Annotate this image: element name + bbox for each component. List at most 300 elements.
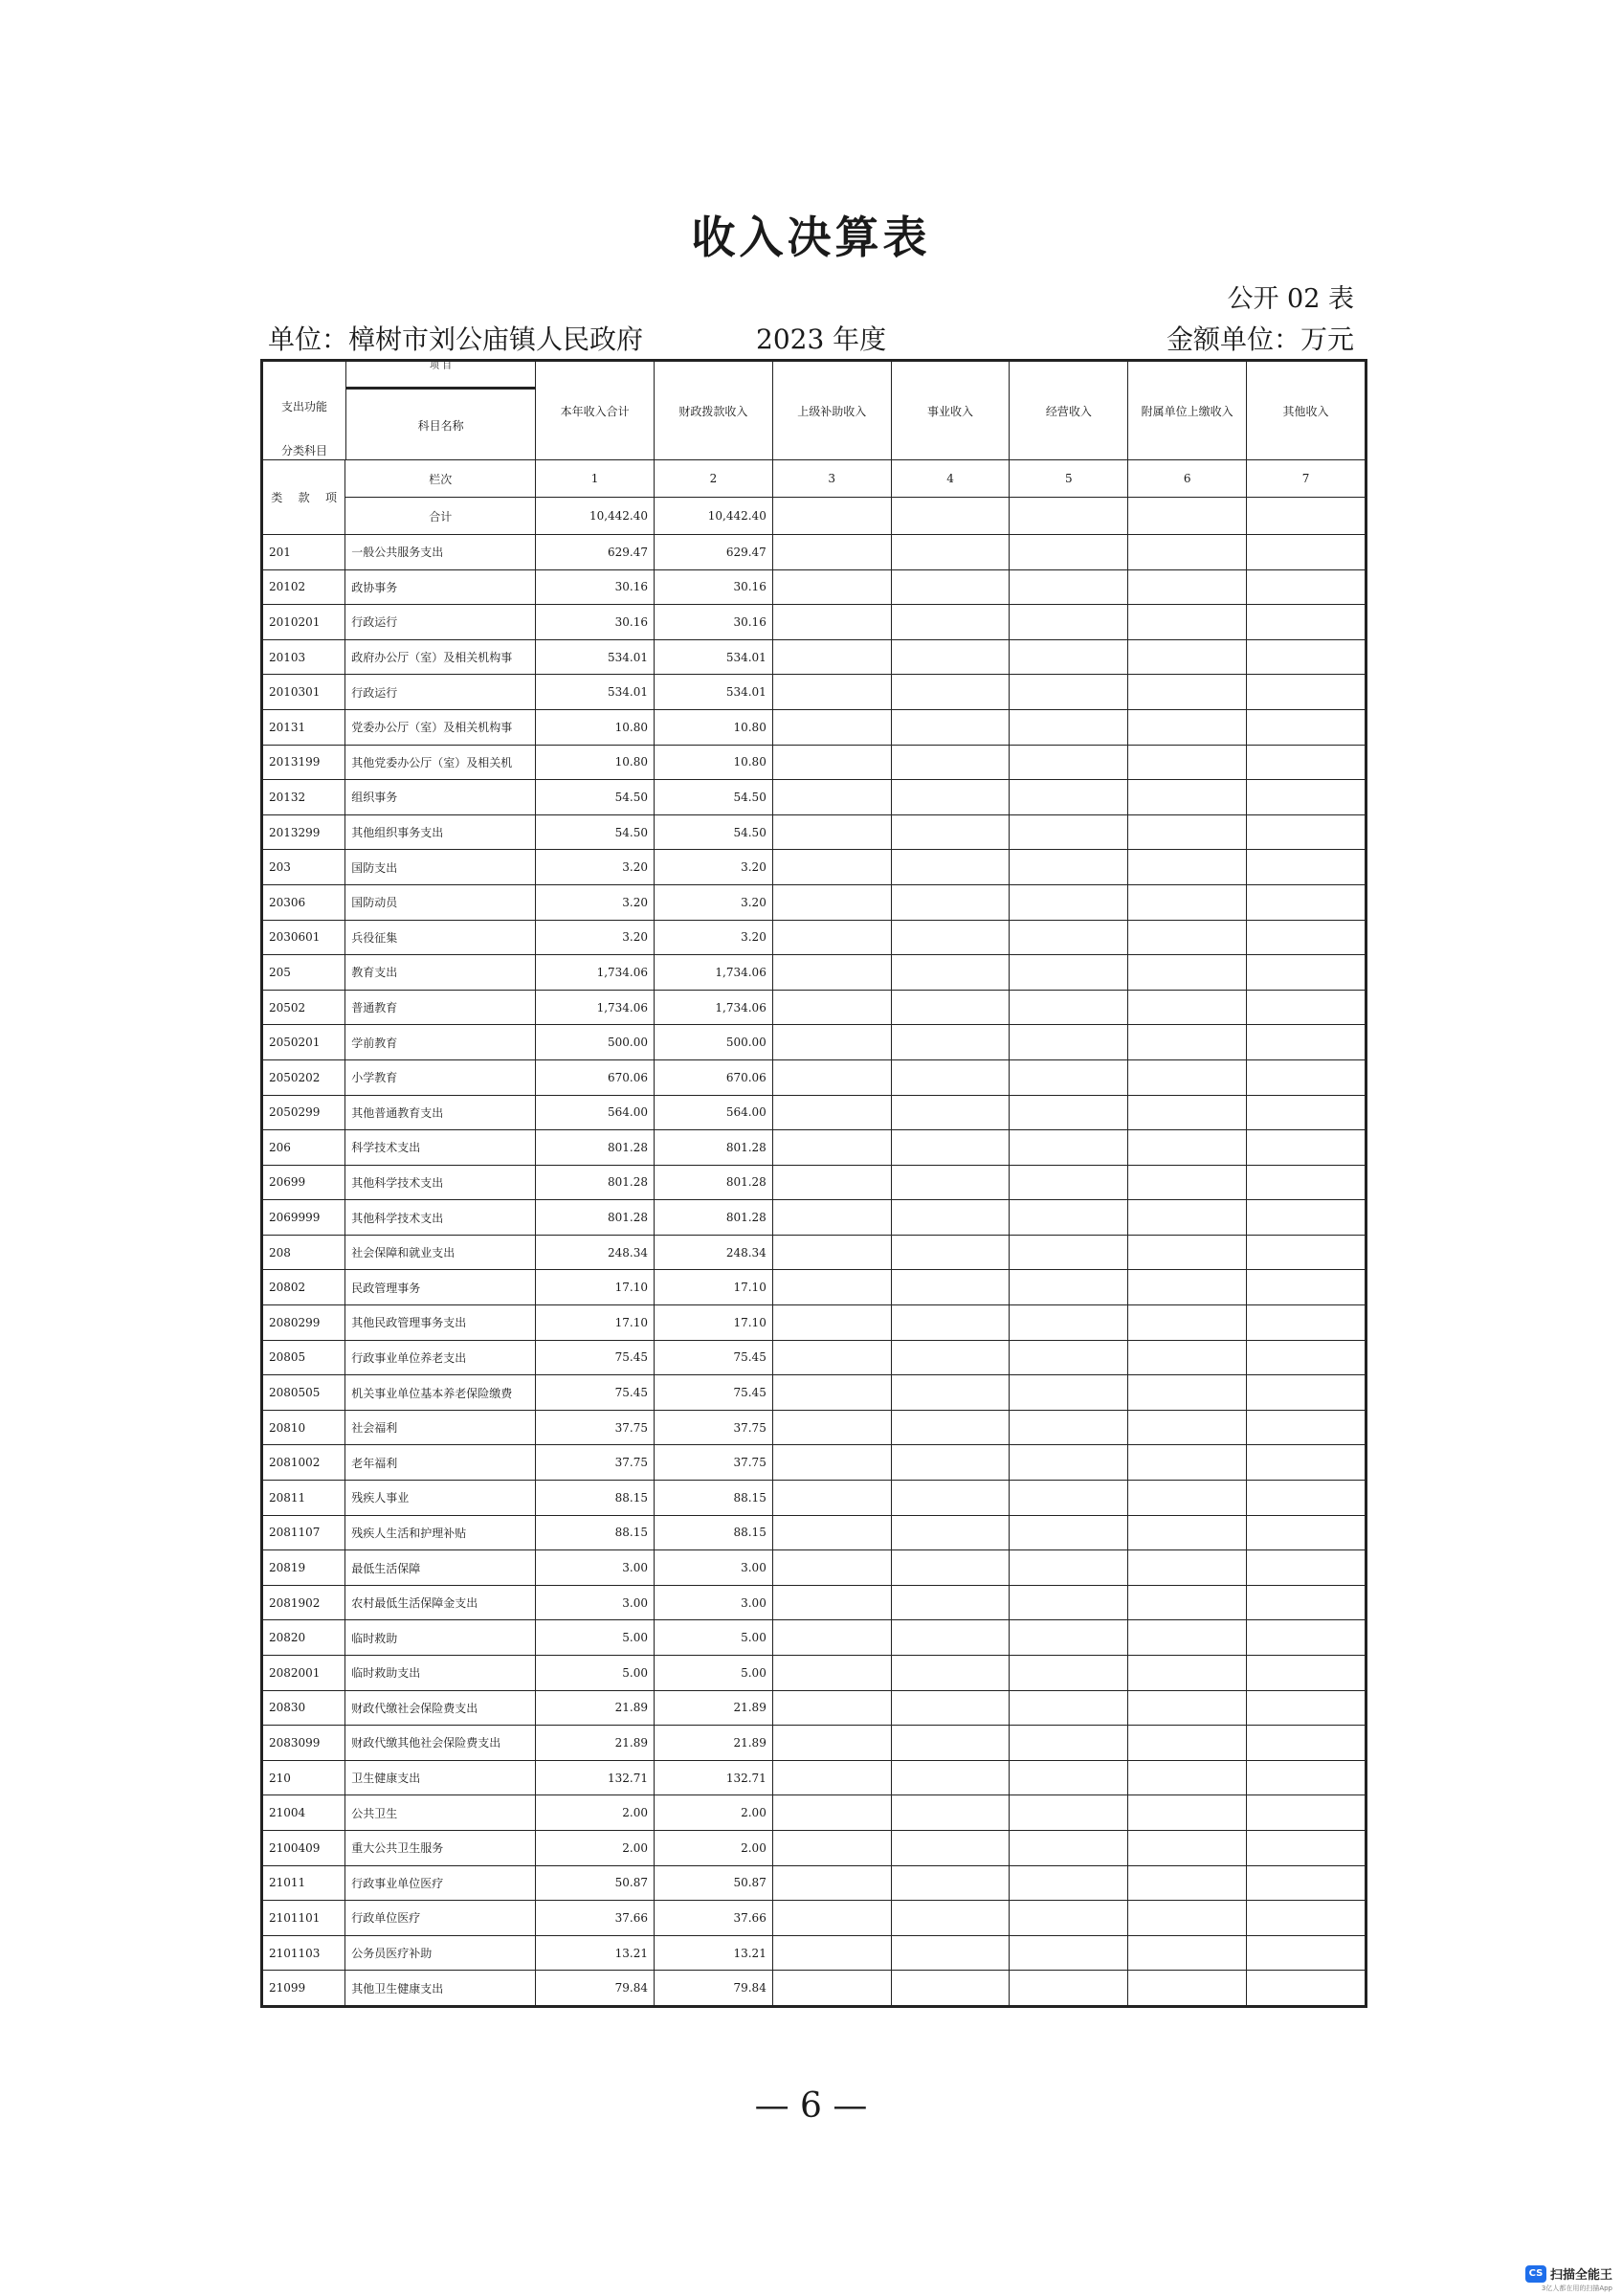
row-code: 2050202 — [262, 1059, 345, 1095]
row-empty-cell — [1010, 1130, 1128, 1166]
row-empty-cell — [772, 1726, 891, 1761]
row-empty-cell — [1128, 1971, 1247, 2007]
row-value-total: 629.47 — [536, 535, 655, 570]
row-empty-cell — [1010, 1550, 1128, 1586]
row-name: 重大公共卫生服务 — [345, 1830, 536, 1865]
row-value-fiscal: 21.89 — [655, 1726, 773, 1761]
row-code: 2082001 — [262, 1656, 345, 1691]
row-value-total: 500.00 — [536, 1025, 655, 1060]
row-value-total: 75.45 — [536, 1340, 655, 1375]
row-empty-cell — [772, 639, 891, 675]
year-label: 2023 年度 — [756, 323, 887, 355]
row-empty-cell — [1010, 1235, 1128, 1270]
row-empty-cell — [772, 1585, 891, 1620]
col-header-4: 事业收入 — [891, 361, 1010, 460]
row-value-total: 3.20 — [536, 920, 655, 955]
row-code: 20131 — [262, 709, 345, 745]
row-code: 2013299 — [262, 814, 345, 850]
row-empty-cell — [772, 920, 891, 955]
row-empty-cell — [772, 569, 891, 605]
row-value-total: 5.00 — [536, 1656, 655, 1691]
project-label: 项 目 — [346, 361, 535, 390]
row-code: 20820 — [262, 1620, 345, 1656]
row-value-total: 88.15 — [536, 1481, 655, 1516]
row-code: 21004 — [262, 1795, 345, 1831]
row-empty-cell — [1128, 1200, 1247, 1236]
row-value-fiscal: 3.20 — [655, 850, 773, 885]
row-empty-cell — [1247, 1901, 1366, 1936]
row-value-fiscal: 88.15 — [655, 1515, 773, 1550]
row-code: 201 — [262, 535, 345, 570]
lanci-num-3: 3 — [772, 460, 891, 498]
row-value-fiscal: 534.01 — [655, 639, 773, 675]
row-empty-cell — [891, 1726, 1010, 1761]
row-name: 行政运行 — [345, 675, 536, 710]
row-empty-cell — [1247, 1130, 1366, 1166]
row-value-fiscal: 50.87 — [655, 1865, 773, 1901]
row-value-total: 21.89 — [536, 1726, 655, 1761]
row-empty-cell — [891, 850, 1010, 885]
row-empty-cell — [1010, 780, 1128, 815]
row-empty-cell — [891, 1585, 1010, 1620]
row-code: 20102 — [262, 569, 345, 605]
row-empty-cell — [772, 955, 891, 991]
row-code: 203 — [262, 850, 345, 885]
row-value-fiscal: 17.10 — [655, 1305, 773, 1341]
row-empty-cell — [772, 1200, 891, 1236]
row-empty-cell — [1247, 1270, 1366, 1305]
row-value-total: 10.80 — [536, 709, 655, 745]
row-empty-cell — [1247, 1165, 1366, 1200]
row-empty-cell — [891, 955, 1010, 991]
row-empty-cell — [891, 814, 1010, 850]
row-empty-cell — [1128, 1515, 1247, 1550]
row-code: 206 — [262, 1130, 345, 1166]
row-empty-cell — [891, 1130, 1010, 1166]
row-code: 20811 — [262, 1481, 345, 1516]
row-code: 20103 — [262, 639, 345, 675]
lei-label: 类 — [271, 491, 283, 504]
func-class-label: 支出功能 — [280, 400, 327, 413]
row-empty-cell — [772, 1656, 891, 1691]
row-empty-cell — [772, 1795, 891, 1831]
row-empty-cell — [891, 709, 1010, 745]
row-name: 行政事业单位养老支出 — [345, 1340, 536, 1375]
row-empty-cell — [1247, 850, 1366, 885]
total-label: 合计 — [345, 498, 536, 535]
row-empty-cell — [1247, 569, 1366, 605]
row-empty-cell — [891, 1690, 1010, 1726]
table-row — [262, 1375, 1366, 1411]
row-empty-cell — [891, 1340, 1010, 1375]
row-value-total: 50.87 — [536, 1865, 655, 1901]
row-empty-cell — [1010, 1760, 1128, 1795]
row-code: 20805 — [262, 1340, 345, 1375]
row-empty-cell — [772, 1095, 891, 1130]
row-empty-cell — [1128, 1795, 1247, 1831]
row-code: 21011 — [262, 1865, 345, 1901]
row-empty-cell — [1247, 1620, 1366, 1656]
total-value-1: 10,442.40 — [536, 498, 655, 535]
row-empty-cell — [772, 745, 891, 780]
row-empty-cell — [772, 1971, 891, 2007]
col-header-6: 附属单位上缴收入 — [1128, 361, 1247, 460]
row-empty-cell — [1247, 709, 1366, 745]
col-header-3: 上级补助收入 — [772, 361, 891, 460]
row-value-total: 37.75 — [536, 1445, 655, 1481]
row-value-total: 79.84 — [536, 1971, 655, 2007]
row-code: 20132 — [262, 780, 345, 815]
row-empty-cell — [1128, 675, 1247, 710]
table-row — [262, 920, 1366, 955]
row-empty-cell — [891, 1095, 1010, 1130]
row-value-fiscal: 1,734.06 — [655, 955, 773, 991]
row-empty-cell — [891, 1620, 1010, 1656]
table-row — [262, 1340, 1366, 1375]
row-empty-cell — [772, 1935, 891, 1971]
row-empty-cell — [1247, 884, 1366, 920]
row-empty-cell — [1247, 1200, 1366, 1236]
row-name: 组织事务 — [345, 780, 536, 815]
row-empty-cell — [1247, 1656, 1366, 1691]
row-value-total: 564.00 — [536, 1095, 655, 1130]
row-empty-cell — [891, 1445, 1010, 1481]
row-value-fiscal: 629.47 — [655, 535, 773, 570]
lanci-row — [262, 460, 1366, 498]
row-value-fiscal: 30.16 — [655, 569, 773, 605]
row-empty-cell — [1010, 1340, 1128, 1375]
row-value-fiscal: 801.28 — [655, 1165, 773, 1200]
row-empty-cell — [772, 1620, 891, 1656]
row-value-fiscal: 5.00 — [655, 1656, 773, 1691]
row-code: 2081902 — [262, 1585, 345, 1620]
row-code: 20306 — [262, 884, 345, 920]
row-code: 20830 — [262, 1690, 345, 1726]
row-empty-cell — [1010, 920, 1128, 955]
row-empty-cell — [772, 605, 891, 640]
row-value-fiscal: 75.45 — [655, 1340, 773, 1375]
table-row — [262, 1165, 1366, 1200]
scanner-logo-icon: CS — [1525, 2265, 1546, 2283]
subject-name-cell — [346, 362, 535, 459]
lanci-num-2: 2 — [655, 460, 773, 498]
row-empty-cell — [1247, 990, 1366, 1025]
row-empty-cell — [772, 850, 891, 885]
row-empty-cell — [772, 1375, 891, 1411]
table-row — [262, 1270, 1366, 1305]
table-row — [262, 639, 1366, 675]
row-value-fiscal: 75.45 — [655, 1375, 773, 1411]
row-empty-cell — [1128, 1830, 1247, 1865]
row-empty-cell — [891, 1760, 1010, 1795]
row-empty-cell — [1128, 920, 1247, 955]
row-empty-cell — [891, 1270, 1010, 1305]
row-name: 其他党委办公厅（室）及相关机 — [345, 745, 536, 780]
row-value-total: 17.10 — [536, 1305, 655, 1341]
row-empty-cell — [1247, 1235, 1366, 1270]
row-name: 残疾人事业 — [345, 1481, 536, 1516]
row-empty-cell — [1010, 1901, 1128, 1936]
row-empty-cell — [1010, 1515, 1128, 1550]
row-empty-cell — [1247, 1481, 1366, 1516]
row-empty-cell — [1247, 1095, 1366, 1130]
row-empty-cell — [891, 1795, 1010, 1831]
row-empty-cell — [891, 1515, 1010, 1550]
row-value-total: 534.01 — [536, 639, 655, 675]
row-value-fiscal: 500.00 — [655, 1025, 773, 1060]
page-title: 收入决算表 — [691, 212, 931, 263]
row-empty-cell — [1247, 1690, 1366, 1726]
row-empty-cell — [1128, 990, 1247, 1025]
table-row — [262, 850, 1366, 885]
row-value-fiscal: 3.00 — [655, 1550, 773, 1586]
row-value-total: 132.71 — [536, 1760, 655, 1795]
row-empty-cell — [1128, 1270, 1247, 1305]
row-empty-cell — [1010, 990, 1128, 1025]
table-row — [262, 605, 1366, 640]
row-value-total: 54.50 — [536, 814, 655, 850]
row-empty-cell — [1128, 1585, 1247, 1620]
row-name: 临时救助 — [345, 1620, 536, 1656]
row-empty-cell — [1247, 535, 1366, 570]
row-empty-cell — [891, 1935, 1010, 1971]
row-name: 其他民政管理事务支出 — [345, 1305, 536, 1341]
table-row — [262, 1305, 1366, 1341]
row-value-fiscal: 37.75 — [655, 1410, 773, 1445]
row-empty-cell — [1247, 1375, 1366, 1411]
row-name: 教育支出 — [345, 955, 536, 991]
row-empty-cell — [1010, 1935, 1128, 1971]
row-empty-cell — [1010, 1690, 1128, 1726]
row-code: 2050299 — [262, 1095, 345, 1130]
row-code: 2081002 — [262, 1445, 345, 1481]
xiang-label: 项 — [325, 491, 338, 504]
row-empty-cell — [1010, 955, 1128, 991]
table-number: 公开 02 表 — [1227, 284, 1354, 314]
row-empty-cell — [1247, 1971, 1366, 2007]
row-name: 公务员医疗补助 — [345, 1935, 536, 1971]
row-code: 2050201 — [262, 1025, 345, 1060]
row-empty-cell — [1010, 850, 1128, 885]
row-empty-cell — [772, 1690, 891, 1726]
row-empty-cell — [891, 920, 1010, 955]
row-value-total: 75.45 — [536, 1375, 655, 1411]
row-empty-cell — [891, 1235, 1010, 1270]
col-header-5: 经营收入 — [1010, 361, 1128, 460]
row-empty-cell — [891, 780, 1010, 815]
row-empty-cell — [1128, 605, 1247, 640]
row-value-fiscal: 37.75 — [655, 1445, 773, 1481]
row-empty-cell — [1128, 1656, 1247, 1691]
row-name: 国防支出 — [345, 850, 536, 885]
row-empty-cell — [772, 1830, 891, 1865]
row-empty-cell — [1010, 1059, 1128, 1095]
row-empty-cell — [1128, 1760, 1247, 1795]
table-row — [262, 814, 1366, 850]
row-value-fiscal: 3.00 — [655, 1585, 773, 1620]
row-name: 政府办公厅（室）及相关机构事 — [345, 639, 536, 675]
row-value-total: 17.10 — [536, 1270, 655, 1305]
row-empty-cell — [772, 814, 891, 850]
row-empty-cell — [772, 780, 891, 815]
row-empty-cell — [1010, 1165, 1128, 1200]
row-empty-cell — [1128, 569, 1247, 605]
row-empty-cell — [891, 605, 1010, 640]
row-empty-cell — [1128, 814, 1247, 850]
table-row — [262, 780, 1366, 815]
row-empty-cell — [1247, 1025, 1366, 1060]
lanci-label: 栏次 — [345, 460, 536, 498]
row-empty-cell — [891, 1971, 1010, 2007]
row-empty-cell — [1247, 1515, 1366, 1550]
row-name: 其他科学技术支出 — [345, 1165, 536, 1200]
scanner-watermark — [1525, 2264, 1612, 2292]
total-value-2: 10,442.40 — [655, 498, 773, 535]
row-empty-cell — [772, 1515, 891, 1550]
row-value-fiscal: 17.10 — [655, 1270, 773, 1305]
table-row — [262, 1200, 1366, 1236]
page-number: — 6 — — [754, 2086, 868, 2126]
row-empty-cell — [1010, 535, 1128, 570]
row-empty-cell — [1247, 920, 1366, 955]
row-empty-cell — [1247, 639, 1366, 675]
row-empty-cell — [1010, 1025, 1128, 1060]
row-value-fiscal: 801.28 — [655, 1200, 773, 1236]
table-row — [262, 1550, 1366, 1586]
row-empty-cell — [1010, 1830, 1128, 1865]
row-value-total: 3.00 — [536, 1585, 655, 1620]
row-value-total: 3.20 — [536, 850, 655, 885]
row-name: 社会保障和就业支出 — [345, 1235, 536, 1270]
row-empty-cell — [1247, 955, 1366, 991]
row-empty-cell — [1010, 1375, 1128, 1411]
row-empty-cell — [772, 1059, 891, 1095]
row-empty-cell — [1128, 1340, 1247, 1375]
row-value-total: 54.50 — [536, 780, 655, 815]
row-code: 2030601 — [262, 920, 345, 955]
row-empty-cell — [1247, 1305, 1366, 1341]
row-empty-cell — [1010, 1305, 1128, 1341]
row-code: 2010301 — [262, 675, 345, 710]
row-name: 兵役征集 — [345, 920, 536, 955]
row-code: 20502 — [262, 990, 345, 1025]
row-empty-cell — [1247, 1726, 1366, 1761]
row-empty-cell — [1010, 605, 1128, 640]
table-row — [262, 1515, 1366, 1550]
row-name: 行政运行 — [345, 605, 536, 640]
row-empty-cell — [891, 1901, 1010, 1936]
row-value-fiscal: 3.20 — [655, 920, 773, 955]
row-empty-cell — [1128, 1445, 1247, 1481]
table-row — [262, 1690, 1366, 1726]
row-empty-cell — [891, 1025, 1010, 1060]
row-name: 其他科学技术支出 — [345, 1200, 536, 1236]
row-empty-cell — [1247, 1830, 1366, 1865]
func-class-cell — [263, 362, 346, 459]
row-value-fiscal: 670.06 — [655, 1059, 773, 1095]
row-empty-cell — [1128, 1410, 1247, 1445]
table-row — [262, 1620, 1366, 1656]
row-value-fiscal: 10.80 — [655, 745, 773, 780]
row-empty-cell — [891, 1165, 1010, 1200]
row-value-fiscal: 1,734.06 — [655, 990, 773, 1025]
row-name: 党委办公厅（室）及相关机构事 — [345, 709, 536, 745]
row-empty-cell — [891, 745, 1010, 780]
row-value-total: 37.66 — [536, 1901, 655, 1936]
row-code: 2069999 — [262, 1200, 345, 1236]
lanci-num-4: 4 — [891, 460, 1010, 498]
row-empty-cell — [772, 1340, 891, 1375]
row-empty-cell — [891, 1865, 1010, 1901]
row-value-total: 5.00 — [536, 1620, 655, 1656]
row-name: 残疾人生活和护理补贴 — [345, 1515, 536, 1550]
row-value-total: 1,734.06 — [536, 955, 655, 991]
table-row — [262, 535, 1366, 570]
table-row — [262, 1795, 1366, 1831]
row-value-fiscal: 30.16 — [655, 605, 773, 640]
table-row — [262, 1481, 1366, 1516]
row-code: 2013199 — [262, 745, 345, 780]
row-empty-cell — [1247, 780, 1366, 815]
row-empty-cell — [1010, 1620, 1128, 1656]
row-empty-cell — [1128, 1550, 1247, 1586]
row-value-total: 801.28 — [536, 1165, 655, 1200]
row-empty-cell — [1010, 1200, 1128, 1236]
row-name: 社会福利 — [345, 1410, 536, 1445]
row-empty-cell — [1128, 1620, 1247, 1656]
lanci-num-6: 6 — [1128, 460, 1247, 498]
row-empty-cell — [772, 1235, 891, 1270]
row-empty-cell — [772, 535, 891, 570]
table-row — [262, 955, 1366, 991]
row-value-total: 801.28 — [536, 1130, 655, 1166]
row-value-fiscal: 54.50 — [655, 814, 773, 850]
row-value-fiscal: 2.00 — [655, 1795, 773, 1831]
row-value-fiscal: 13.21 — [655, 1935, 773, 1971]
row-value-fiscal: 88.15 — [655, 1481, 773, 1516]
scanner-name: 扫描全能王 — [1549, 2268, 1612, 2283]
row-value-fiscal: 132.71 — [655, 1760, 773, 1795]
row-code: 210 — [262, 1760, 345, 1795]
row-empty-cell — [891, 1200, 1010, 1236]
row-code: 2081107 — [262, 1515, 345, 1550]
row-empty-cell — [1010, 1270, 1128, 1305]
row-empty-cell — [1128, 745, 1247, 780]
table-row — [262, 1971, 1366, 2007]
row-value-total: 21.89 — [536, 1690, 655, 1726]
row-name: 普通教育 — [345, 990, 536, 1025]
row-name: 财政代缴社会保险费支出 — [345, 1690, 536, 1726]
row-empty-cell — [891, 675, 1010, 710]
lanci-num-1: 1 — [536, 460, 655, 498]
row-empty-cell — [772, 1305, 891, 1341]
row-value-total: 37.75 — [536, 1410, 655, 1445]
row-empty-cell — [1128, 884, 1247, 920]
row-code: 2083099 — [262, 1726, 345, 1761]
row-empty-cell — [1010, 1971, 1128, 2007]
row-name: 公共卫生 — [345, 1795, 536, 1831]
row-empty-cell — [1128, 1901, 1247, 1936]
row-code: 20819 — [262, 1550, 345, 1586]
row-name: 农村最低生活保障金支出 — [345, 1585, 536, 1620]
row-empty-cell — [1128, 850, 1247, 885]
row-code: 20810 — [262, 1410, 345, 1445]
row-empty-cell — [1128, 1481, 1247, 1516]
row-name: 行政事业单位医疗 — [345, 1865, 536, 1901]
row-empty-cell — [772, 1865, 891, 1901]
row-empty-cell — [1128, 1235, 1247, 1270]
row-empty-cell — [1010, 1445, 1128, 1481]
